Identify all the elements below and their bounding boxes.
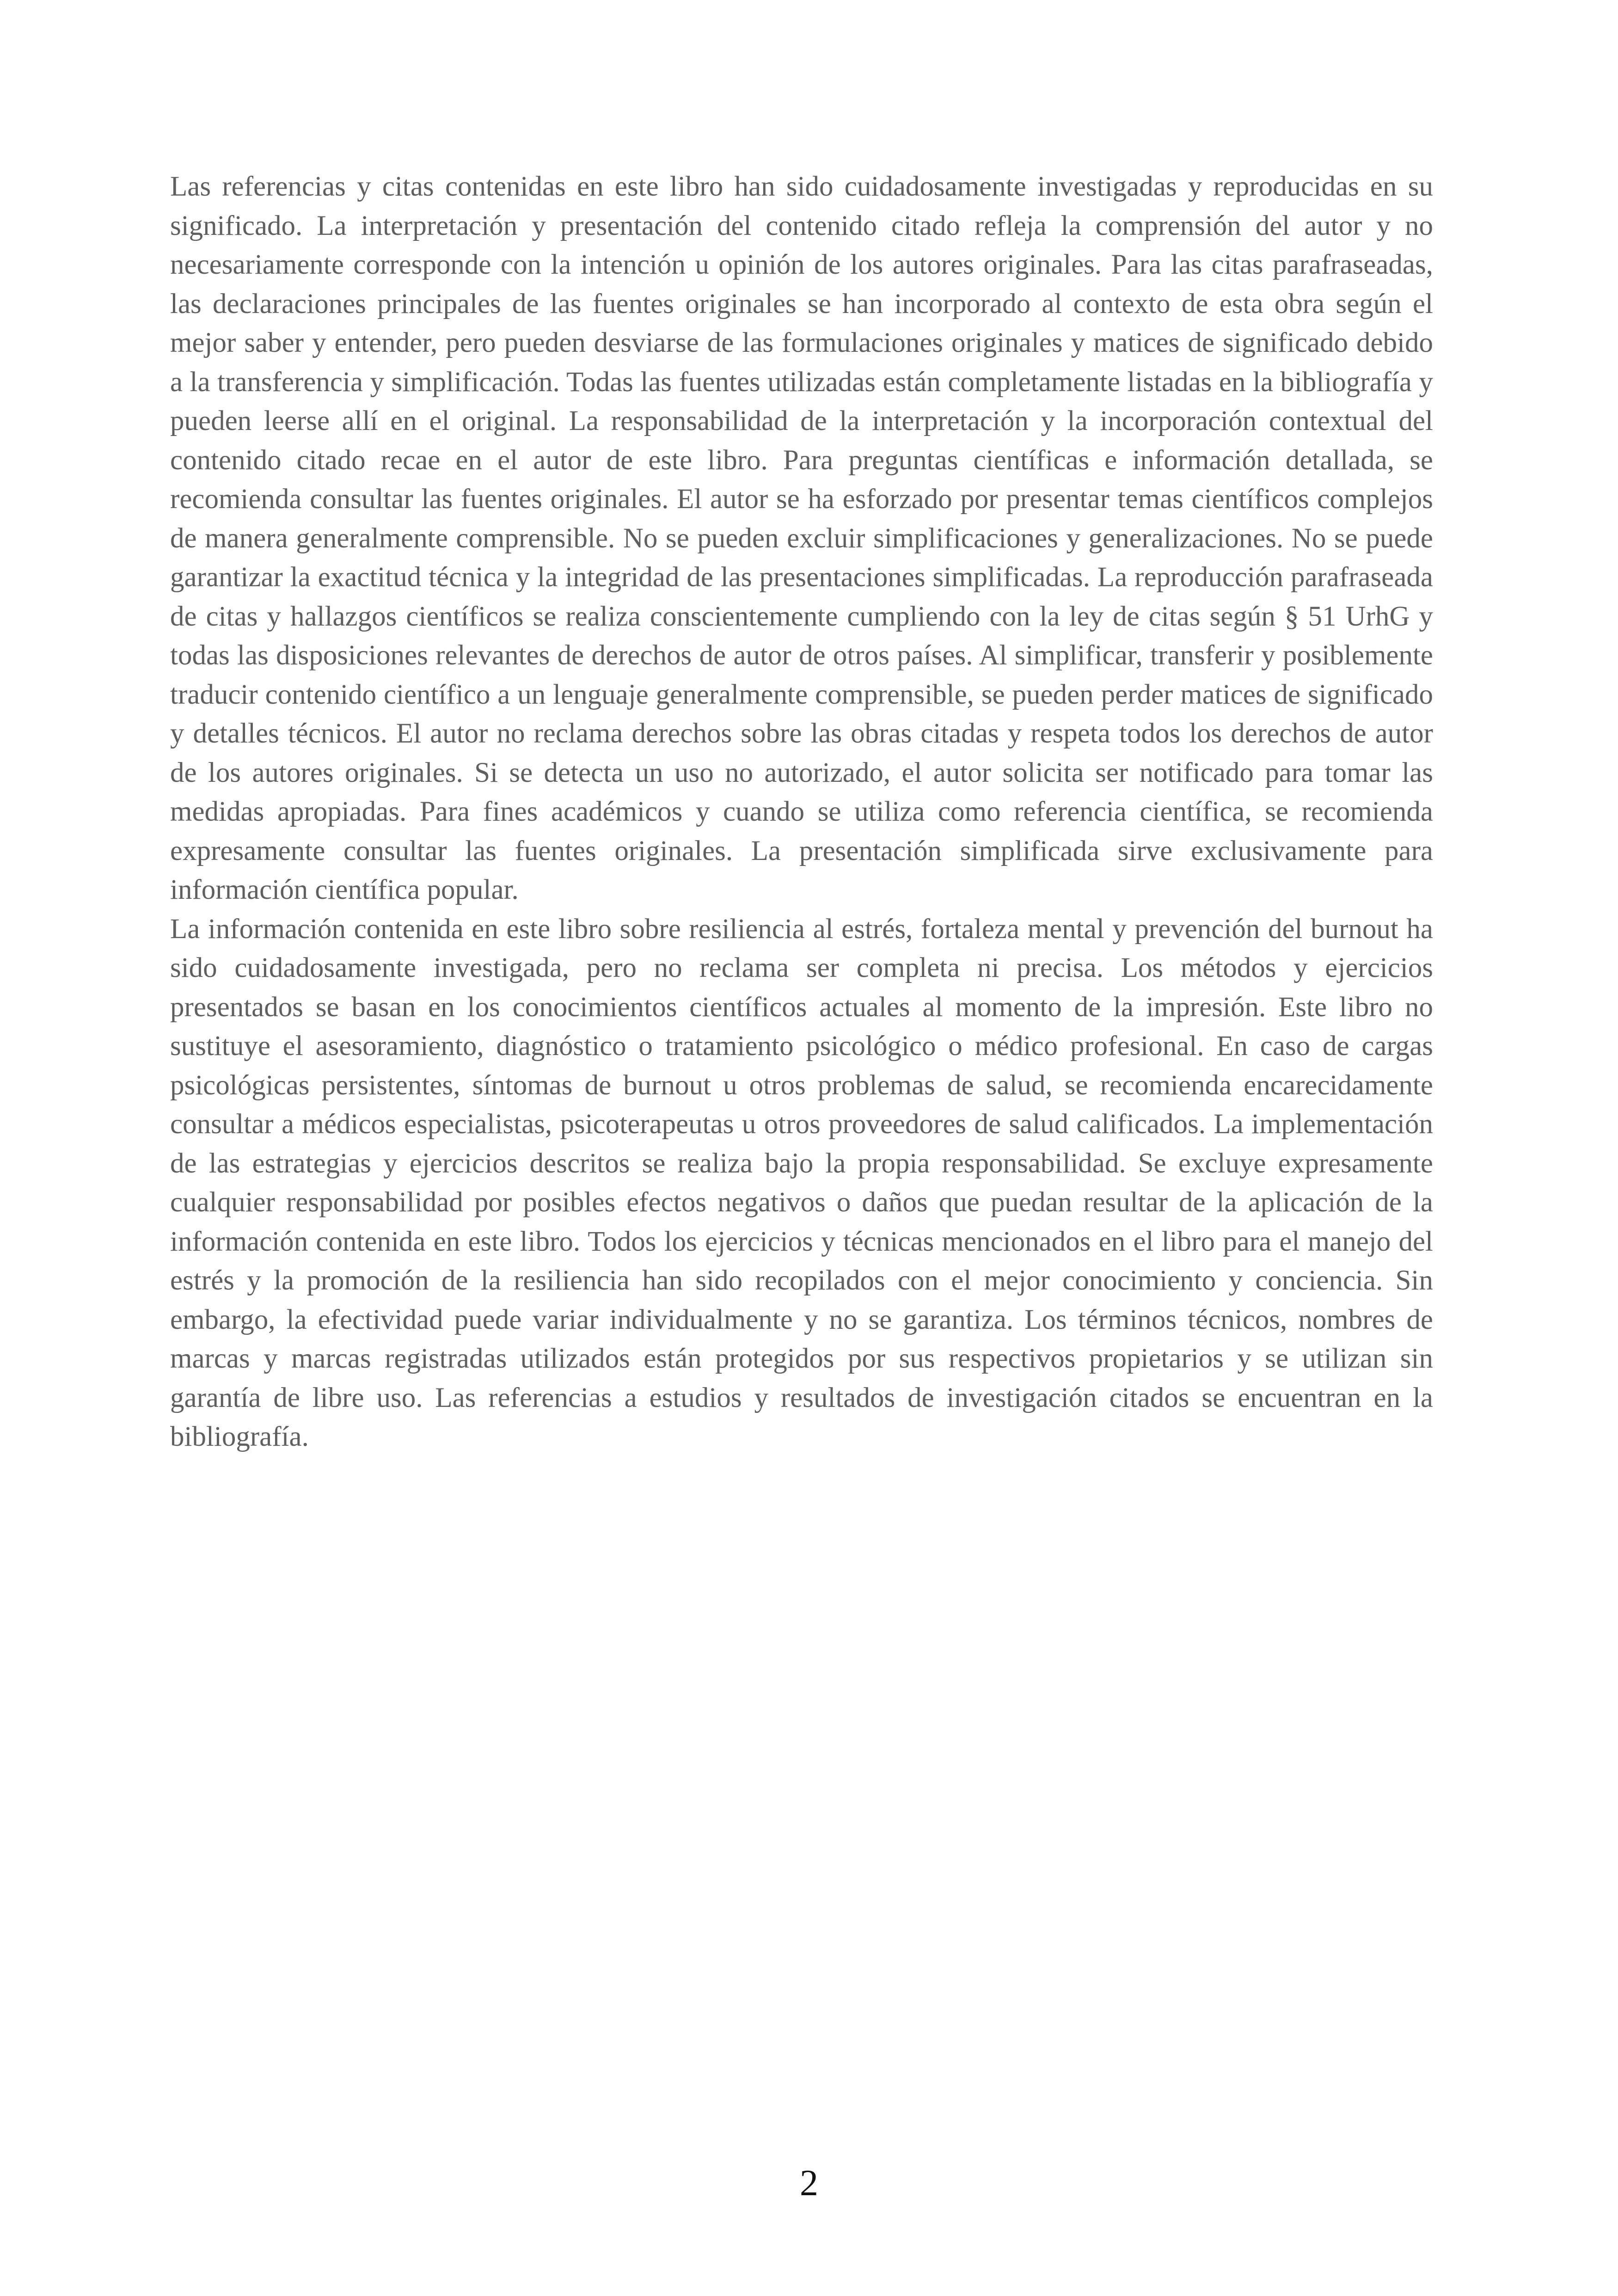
page-number: 2 (800, 2163, 818, 2204)
paragraph-liability-disclaimer: La información contenida en este libro sobre resiliencia al estrés, fortaleza mental y prevención del burnout ha sido cuidadosamente investigada, pero no reclama ser completa ni precisa. Los métodos y ejercicios presentados se basan en los conocimientos científicos actuales al momento de la impresión. Este libro no sustituye el asesoramiento, diagnóstico o tratamiento psicológico o médico profesional. En caso de cargas psicológicas persistentes, síntomas de burnout u otros problemas de salud, se recomienda encarecidamente consultar a médicos especialistas, psicoterapeutas u otros proveedores de salud calificados. La implementación de las estrategias y ejercicios descritos se realiza bajo la propia responsabilidad. Se excluye expresamente cualquier responsabilidad por posibles efectos negativos o daños que puedan resultar de la aplicación de la información contenida en este libro. Todos los ejercicios y técnicas mencionados en el libro para el manejo del estrés y la promoción de la resiliencia han sido recopilados con el mejor conocimiento y conciencia. Sin embargo, la efectividad puede variar individualmente y no se garantiza. Los términos técnicos, nombres de marcas y marcas registradas utilizados están protegidos por sus respectivos propietarios y se utilizan sin garantía de libre uso. Las referencias a estudios y resultados de investigación citados se encuentran en la bibliografía. (170, 913, 1433, 1452)
paragraph-citations-notice: Las referencias y citas contenidas en este libro han sido cuidadosamente investigadas y reproducidas en su significado. La interpretación y presentación del contenido citado refleja la comprensión del autor y no necesariamente corresponde con la intención u opinión de los autores originales. Para las citas parafraseadas, las declaraciones principales de las fuentes originales se han incorporado al contexto de esta obra según el mejor saber y entender, pero pueden desviarse de las formulaciones originales y matices de significado debido a la transferencia y simplificación. Todas las fuentes utilizadas están completamente listadas en la bibliografía y pueden leerse allí en el original. La responsabilidad de la interpretación y la incorporación contextual del contenido citado recae en el autor de este libro. Para preguntas científicas e información detallada, se recomienda consultar las fuentes originales. El autor se ha esforzado por presentar temas científicos complejos de manera generalmente comprensible. No se pueden excluir simplificaciones y generalizaciones. No se puede garantizar la exactitud técnica y la integridad de las presentaciones simplificadas. La reproducción parafraseada de citas y hallazgos científicos se realiza conscientemente cumpliendo con la ley de citas según § 51 UrhG y todas las disposiciones relevantes de derechos de autor de otros países. Al simplificar, transferir y posiblemente traducir contenido científico a un lenguaje generalmente comprensible, se pueden perder matices de significado y detalles técnicos. El autor no reclama derechos sobre las obras citadas y respeta todos los derechos de autor de los autores originales. Si se detecta un uso no autorizado, el autor solicita ser notificado para tomar las medidas apropiadas. Para fines académicos y cuando se utiliza como referencia científica, se recomienda expresamente consultar las fuentes originales. La presentación simplificada sirve exclusivamente para información científica popular. (170, 171, 1433, 905)
body-text (170, 167, 1433, 1457)
